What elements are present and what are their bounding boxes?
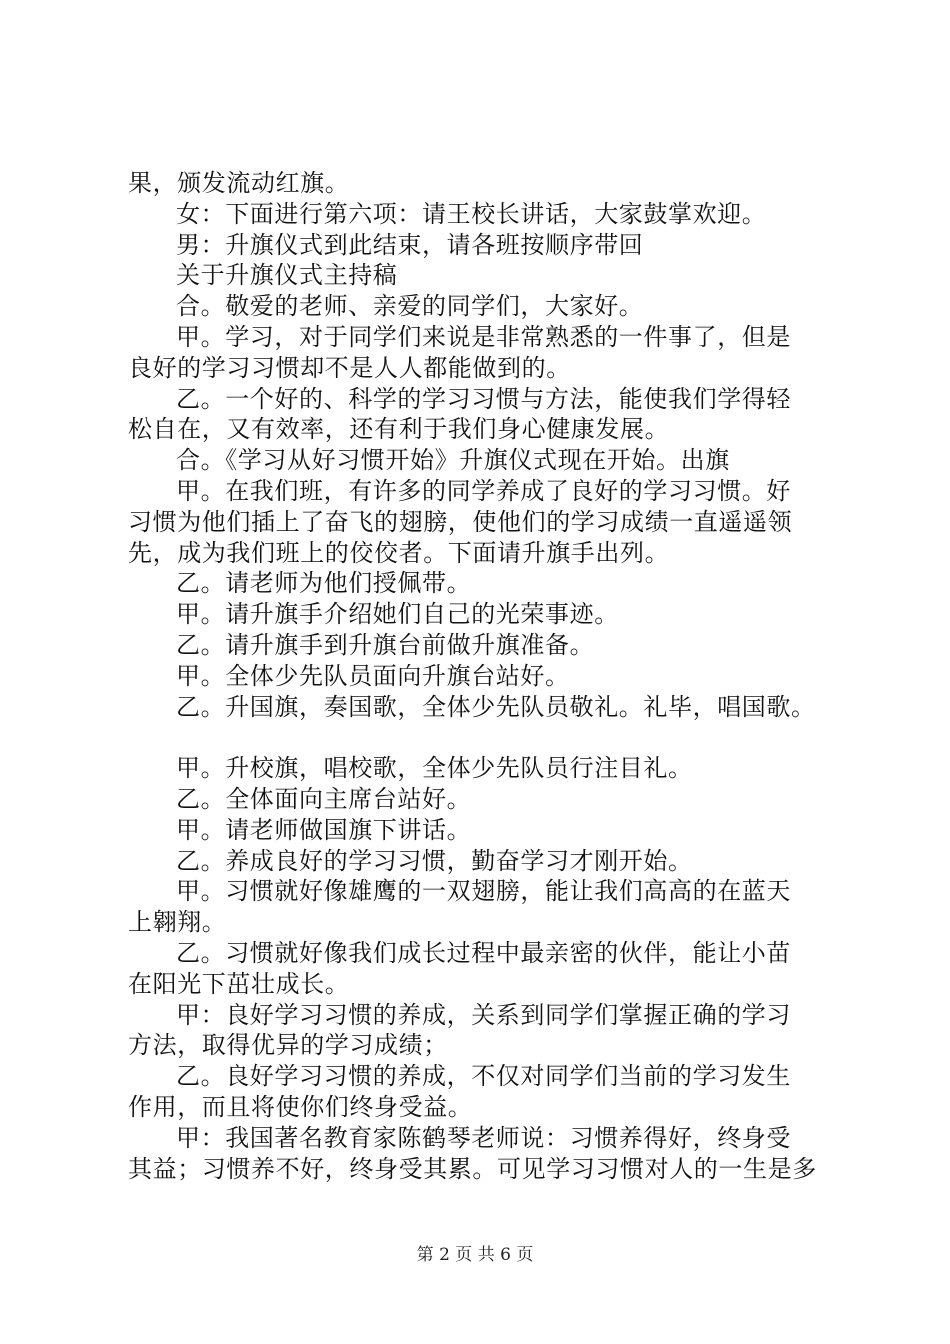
text-line: 上翱翔。 — [128, 908, 227, 937]
text-line: 甲：良好学习习惯的养成，关系到同学们掌握正确的学习 — [176, 1000, 791, 1029]
text-line: 合。敬爱的老师、亲爱的同学们，大家好。 — [176, 292, 644, 321]
text-line: 乙。养成良好的学习习惯，勤奋学习才刚开始。 — [176, 846, 693, 875]
text-line: 甲。升校旗，唱校歌，全体少先队员行注目礼。 — [176, 754, 693, 783]
text-line: 方法，取得优异的学习成绩； — [128, 1031, 448, 1060]
text-line: 合。《学习从好习惯开始》升旗仪式现在开始。出旗 — [176, 446, 730, 475]
text-line: 果，颁发流动红旗。 — [128, 169, 350, 197]
text-line: 乙。全体面向主席台站好。 — [176, 784, 472, 813]
text-line: 甲。在我们班，有许多的同学养成了良好的学习习惯。好 — [176, 476, 791, 505]
text-line: 乙。升国旗，奏国歌，全体少先队员敬礼。礼毕，唱国歌。 — [176, 692, 816, 721]
text-line: 乙。请老师为他们授佩带。 — [176, 569, 472, 598]
text-line: 甲。习惯就好像雄鹰的一双翅膀，能让我们高高的在蓝天 — [176, 877, 791, 906]
blank-line — [128, 722, 840, 753]
page-footer: 第 2 页 共 6 页 — [416, 1245, 534, 1265]
text-line: 男：升旗仪式到此结束，请各班按顺序带回 — [176, 230, 644, 259]
text-line: 在阳光下茁壮成长。 — [128, 969, 350, 998]
text-line: 先，成为我们班上的佼佼者。下面请升旗手出列。 — [128, 538, 670, 567]
text-line: 乙。一个好的、科学的学习习惯与方法，能使我们学得轻 — [176, 384, 791, 413]
text-line: 关于升旗仪式主持稿 — [176, 261, 398, 290]
text-line: 习惯为他们插上了奋飞的翅膀，使他们的学习成绩一直遥遥领 — [128, 507, 793, 536]
text-line: 甲。请升旗手介绍她们自己的光荣事迹。 — [176, 600, 619, 629]
text-line: 甲：我国著名教育家陈鹤琴老师说：习惯养得好，终身受 — [176, 1123, 791, 1152]
text-line: 乙。良好学习习惯的养成，不仅对同学们当前的学习发生 — [176, 1062, 791, 1091]
text-line: 松自在，又有效率，还有利于我们身心健康发展。 — [128, 415, 670, 444]
text-line: 其益；习惯养不好，终身受其累。可见学习习惯对人的一生是多 — [128, 1154, 817, 1183]
text-line: 甲。学习，对于同学们来说是非常熟悉的一件事了，但是 — [176, 322, 791, 351]
text-line: 乙。请升旗手到升旗台前做升旗准备。 — [176, 630, 595, 659]
document-body — [128, 168, 840, 1184]
text-line: 良好的学习习惯却不是人人都能做到的。 — [128, 353, 571, 382]
text-line: 女：下面进行第六项：请王校长讲话，大家鼓掌欢迎。 — [176, 199, 767, 228]
text-line: 甲。请老师做国旗下讲话。 — [176, 815, 472, 844]
text-line: 乙。习惯就好像我们成长过程中最亲密的伙伴，能让小苗 — [176, 938, 791, 967]
text-line: 作用，而且将使你们终身受益。 — [128, 1092, 473, 1121]
text-line: 甲。全体少先队员面向升旗台站好。 — [176, 661, 570, 690]
